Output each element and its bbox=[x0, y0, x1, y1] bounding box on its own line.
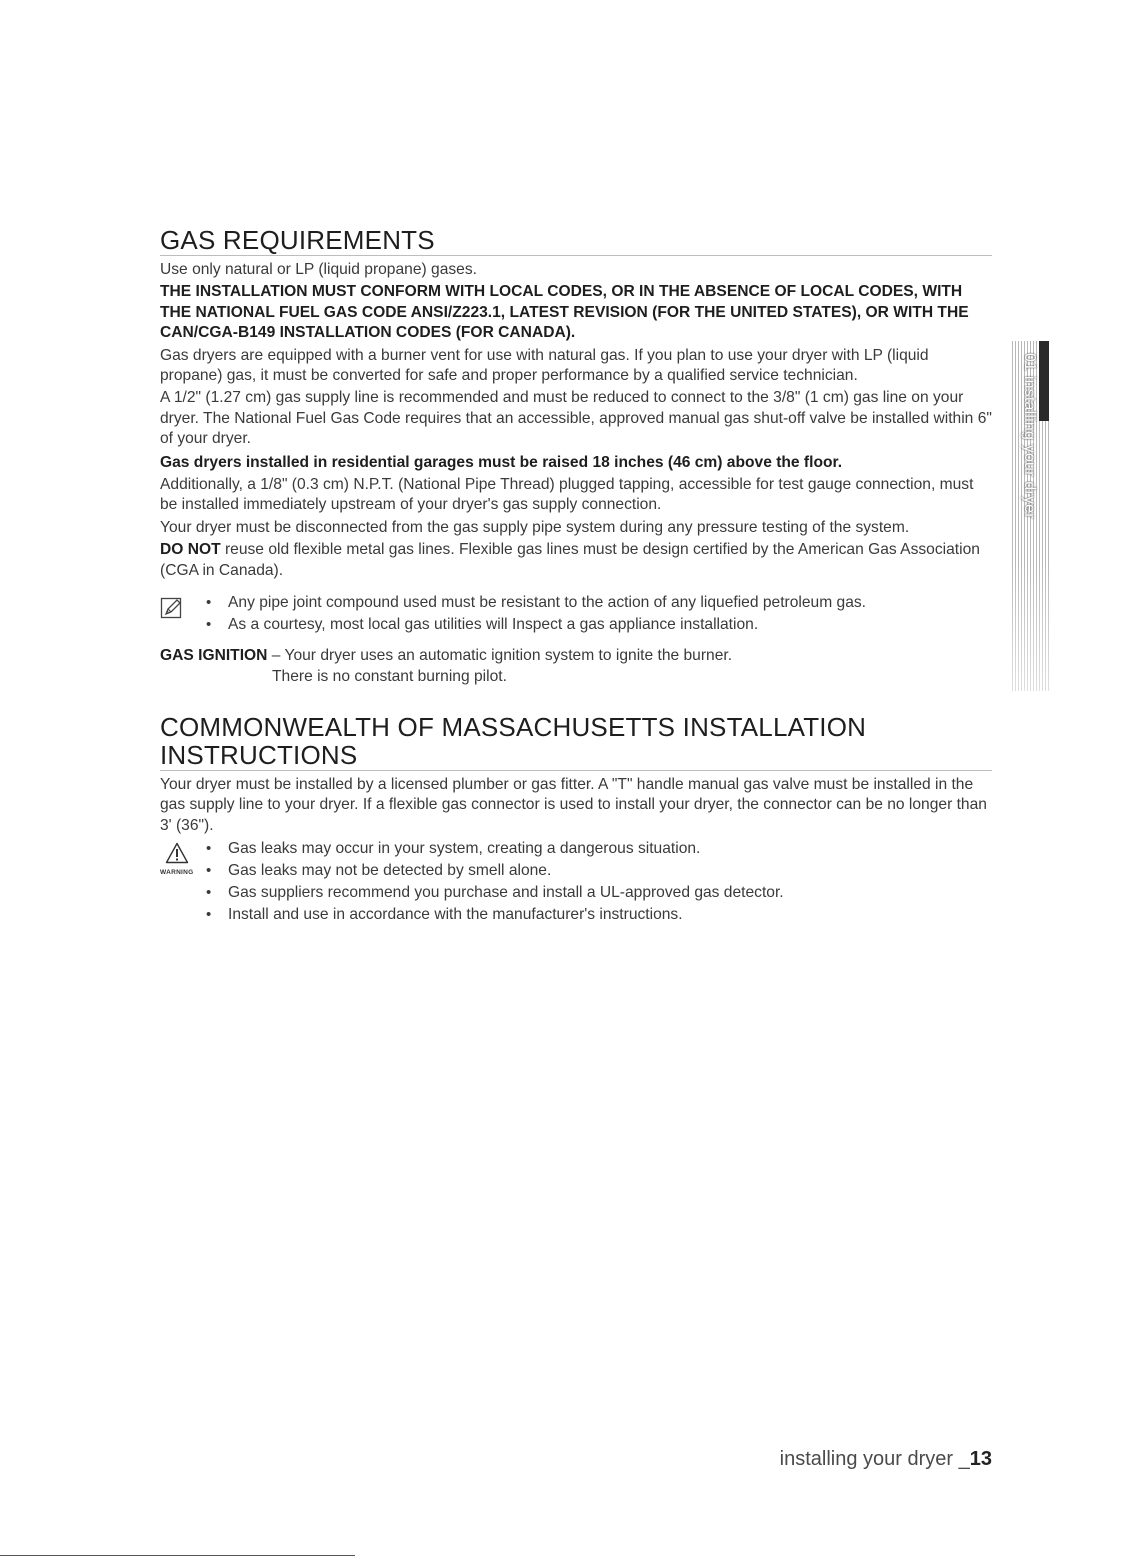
note-item: • As a courtesy, most local gas utilities will Inspect a gas appliance installation. bbox=[206, 614, 992, 636]
bottom-rule bbox=[0, 1555, 355, 1556]
gas-ignition-block bbox=[160, 646, 992, 687]
pressure-testing-text: Your dryer must be disconnected from the gas supply pipe system during any pressure testing of the system. bbox=[160, 518, 910, 536]
note-item: • Any pipe joint compound used must be resistant to the action of any liquefied petroleum gas. bbox=[206, 592, 992, 614]
warning-item: • Gas leaks may occur in your system, creating a dangerous situation. bbox=[206, 838, 992, 860]
burner-vent-text: Gas dryers are equipped with a burner vent for use with natural gas. If you plan to use your dryer with LP (liquid propane) gas, it must be converted for safe and proper performance by a qualified service technician. bbox=[160, 346, 929, 385]
supply-line-text: A 1/2" (1.27 cm) gas supply line is recommended and must be reduced to connect to the 3/8" (1 cm) gas line on your dryer. The National Fuel Gas Code requires that an accessible, approved manual gas shut-off valve be installed within 6" of your dryer. bbox=[160, 389, 992, 448]
footer-text: installing your dryer _ bbox=[779, 1448, 970, 1470]
warning-icon-group bbox=[160, 842, 194, 876]
note-pencil-icon bbox=[160, 596, 184, 620]
massachusetts-heading-line1: COMMONWEALTH OF MASSACHUSETTS INSTALLATION bbox=[160, 711, 867, 742]
note-block bbox=[160, 592, 992, 636]
installation-codes-text: THE INSTALLATION MUST CONFORM WITH LOCAL CODES, OR IN THE ABSENCE OF LOCAL CODES, WITH THE NATIONAL FUEL GAS CODE ANSI/Z223.1, LATEST REVISION (FOR THE UNITED STATES), OR WITH THE CAN/CGA-B149 INSTALLATION CODES (FOR CANADA). bbox=[160, 283, 969, 342]
chapter-side-tab bbox=[1012, 341, 1049, 691]
massachusetts-heading-line2: INSTRUCTIONS bbox=[160, 739, 358, 770]
warning-label: WARNING bbox=[160, 869, 194, 877]
gas-ignition-text: – Your dryer uses an automatic ignition system to ignite the burner. bbox=[267, 647, 733, 665]
flexible-lines-rest: reuse old flexible metal gas lines. Flexible gas lines must be design certified by the American Gas Association (CGA in Canada). bbox=[160, 541, 980, 579]
gas-ignition-text-2: There is no constant burning pilot. bbox=[272, 667, 507, 685]
npt-tapping-text: Additionally, a 1/8" (0.3 cm) N.P.T. (National Pipe Thread) plugged tapping, accessible for test gauge connection, must be installed immediately upstream of your dryer's gas supply connection. bbox=[160, 476, 974, 514]
gas-types-text: Use only natural or LP (liquid propane) gases. bbox=[160, 261, 477, 278]
garage-requirement-text: Gas dryers installed in residential garages must be raised 18 inches (46 cm) above the floor. bbox=[160, 453, 843, 471]
licensed-plumber-text: Your dryer must be installed by a licensed plumber or gas fitter. A "T" handle manual gas valve must be installed in the gas supply line to your dryer. If a flexible gas connector is used to install your dryer, the connector can be no longer than 3' (36"). bbox=[160, 775, 987, 834]
warning-list bbox=[206, 838, 992, 926]
page-number: 13 bbox=[969, 1448, 992, 1470]
gas-requirements-heading: GAS REQUIREMENTS bbox=[160, 226, 992, 256]
warning-item: • Install and use in accordance with the manufacturer's instructions. bbox=[206, 904, 992, 926]
side-tab-fade bbox=[1012, 561, 1049, 691]
side-tab-label: 01 installing your dryer bbox=[1021, 353, 1038, 519]
warning-block bbox=[160, 838, 992, 926]
side-tab-marker bbox=[1039, 341, 1049, 421]
flexible-lines-text bbox=[160, 540, 992, 581]
warning-item: • Gas leaks may not be detected by smell alone. bbox=[206, 860, 992, 882]
warning-item: • Gas suppliers recommend you purchase and install a UL-approved gas detector. bbox=[206, 882, 992, 904]
gas-ignition-label: GAS IGNITION bbox=[160, 647, 268, 665]
page-content bbox=[160, 226, 992, 926]
massachusetts-heading bbox=[160, 713, 992, 771]
page-footer bbox=[780, 1448, 992, 1471]
do-not-label: DO NOT bbox=[160, 541, 221, 559]
note-list bbox=[206, 592, 992, 636]
warning-triangle-icon bbox=[165, 842, 189, 864]
